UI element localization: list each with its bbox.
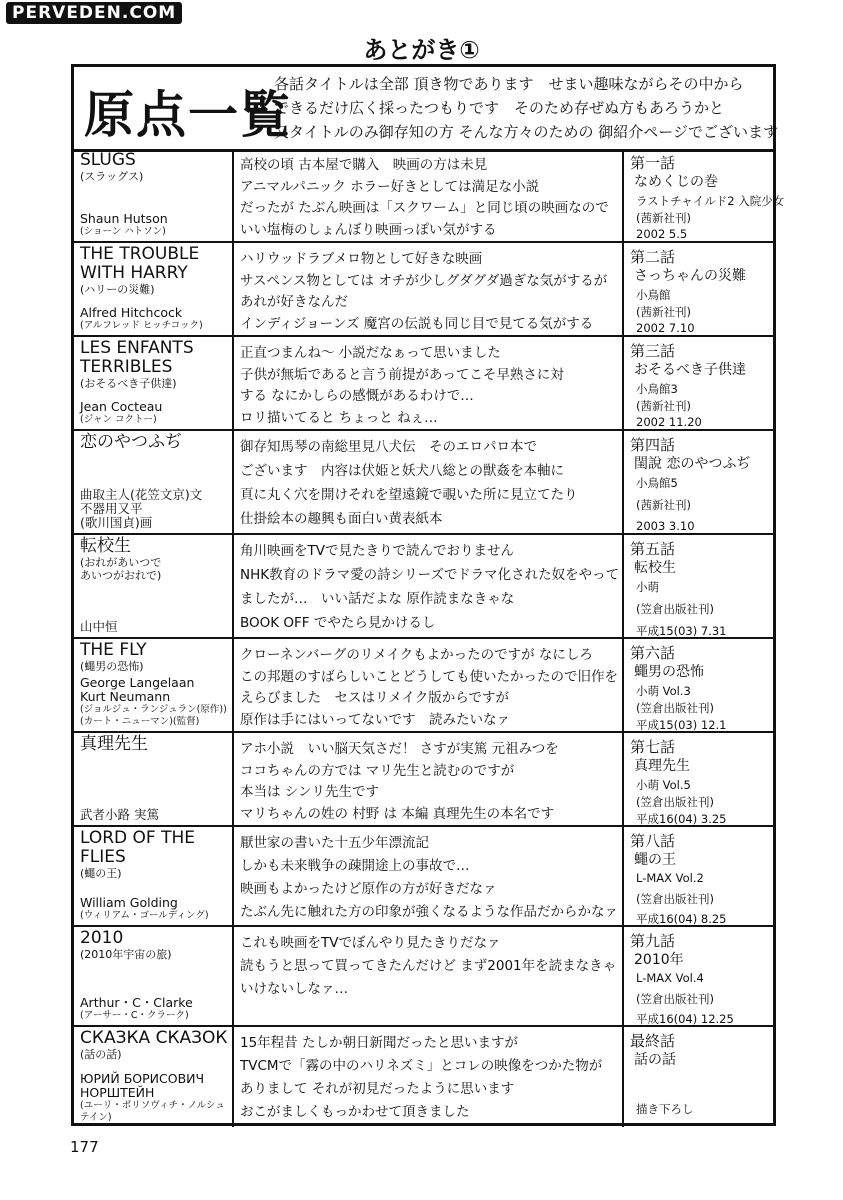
comment-line: たぶん先に触れた方の印象が強くなるような作品だからかなァ — [240, 904, 618, 920]
episode-cell — [624, 431, 773, 533]
source-author: 曲取主人(花笠文京)文 不器用又平 (歌川国貞)画 — [80, 487, 203, 530]
episode-publication: 2002 11.20 — [636, 415, 702, 429]
source-cell — [74, 431, 234, 533]
source-cell — [74, 927, 234, 1025]
episode-title: おそるべき子供達 — [634, 362, 746, 378]
source-row — [74, 535, 773, 639]
source-title-text: СКАЗКА СКАЗОК — [80, 1028, 228, 1048]
comment-line: 子供が無垢であると言う前提があってこそ早熟さに対 — [240, 366, 564, 383]
source-title-translation: (蠅の王) — [80, 867, 122, 880]
author-block — [80, 808, 230, 822]
source-row — [74, 243, 773, 337]
episode-cell — [624, 535, 773, 637]
source-row — [74, 1027, 773, 1127]
source-title-text: THE FLY — [80, 640, 147, 660]
comment-cell — [232, 927, 624, 1025]
source-title-text: LES ENFANTS TERRIBLES — [80, 338, 194, 377]
source-title-text: 2010 — [80, 928, 124, 948]
source-title — [80, 537, 230, 582]
episode-title: さっちゃんの災難 — [634, 268, 746, 284]
author-block — [80, 306, 230, 332]
intro-line: 各話タイトルは全部 頂き物であります せまい趣味ながらその中から — [274, 75, 744, 93]
episode-publication: 2002 5.5 — [636, 227, 688, 241]
source-title — [80, 829, 230, 880]
page-title: あとがき① — [363, 36, 480, 64]
comment-line: アニマルパニック ホラー好きとしては満足な小説 — [240, 178, 540, 195]
source-author: ЮРИЙ БОРИСОВИЧ НОРШТЕЙН — [80, 1071, 205, 1100]
comment-line: ハリウッドラブメロ物として好きな映画 — [240, 251, 483, 267]
episode-publication: 小鳥館3 — [636, 382, 678, 396]
source-cell — [74, 149, 234, 241]
source-author-reading: (ウィリアム・ゴールディング) — [80, 910, 209, 921]
source-author-reading: (ジャン コクトー) — [80, 414, 157, 425]
comment-line: 映画もよかったけど原作の方が好きだなァ — [240, 881, 497, 897]
episode-title: なめくじの巻 — [634, 174, 718, 190]
episode-title: 閨說 恋のやつふぢ — [634, 456, 751, 472]
episode-number: 第一話 — [630, 154, 676, 172]
episode-title: 蠅男の恐怖 — [634, 664, 704, 680]
source-author-reading: (ユーリ・ボリソヴィチ・ノルシュテイン) — [80, 1100, 225, 1123]
source-title — [80, 339, 230, 390]
comment-line: クローネンバーグのリメイクもよかったのですが なにしろ — [240, 647, 593, 663]
comment-cell — [232, 639, 624, 731]
episode-number: 最終話 — [630, 1032, 676, 1050]
comment-line: する なにかしらの感慨があるわけで… — [240, 388, 474, 404]
source-title-text: THE TROUBLE WITH HARRY — [80, 244, 200, 283]
episode-publication: (茜新社刊) — [636, 399, 691, 413]
source-title-translation: (2010年宇宙の旅) — [80, 948, 172, 961]
episode-publication: (笠倉出版社刊) — [636, 701, 714, 715]
episode-number: 第二話 — [630, 248, 676, 266]
source-row — [74, 927, 773, 1027]
comment-line: えらびました セスはリメイク版からですが — [240, 690, 510, 706]
episode-publication: 平成16(04) 3.25 — [636, 812, 727, 826]
source-title-translation: (蠅男の恐怖) — [80, 660, 144, 673]
episode-publication: 描き下ろし — [636, 1102, 694, 1116]
comment-line: ましたが… いい話だよな 原作読まなきゃな — [240, 591, 515, 607]
intro-line: 又タイトルのみ御存知の方 そんな方々のための 御紹介ページでございます — [274, 123, 778, 141]
episode-publication: 2002 7.10 — [636, 321, 695, 335]
episode-number: 第六話 — [630, 644, 676, 662]
episode-number: 第五話 — [630, 540, 676, 558]
episode-publication: (茜新社刊) — [636, 305, 691, 319]
source-title-translation: (話の話) — [80, 1048, 122, 1061]
episode-cell — [624, 1027, 773, 1127]
comment-line: 原作は手にはいってないです 読みたいなァ — [240, 711, 510, 728]
comment-cell — [232, 733, 624, 825]
author-block — [80, 996, 230, 1022]
comment-line: TVCMで「霧の中のハリネズミ」とコレの映像をつかた物が — [240, 1058, 603, 1074]
episode-title: 蠅の王 — [634, 852, 676, 868]
author-block — [80, 488, 230, 530]
comment-line: いい塩梅のしょんぼり映画っぽい気がする — [240, 221, 497, 238]
comment-line: 15年程昔 たしか朝日新聞だったと思いますが — [240, 1035, 518, 1051]
source-title — [80, 641, 230, 673]
source-cell — [74, 733, 234, 825]
source-cell — [74, 827, 234, 925]
comment-line: 頁に丸く穴を開けそれを望遠鏡で覗いた所に見立てたり — [240, 487, 578, 503]
episode-number: 第七話 — [630, 738, 676, 756]
comment-line: NHK教育のドラマ愛の詩シリーズでドラマ化された奴をやって — [240, 567, 620, 583]
source-author: 山中恒 — [80, 619, 118, 634]
comment-line: サスペンス物としては オチが少しグダグダ過ぎな気がするが — [240, 272, 608, 289]
comment-line: 御存知馬琴の南総里見八犬伝 そのエロパロ本で — [240, 439, 537, 455]
source-cell — [74, 535, 234, 637]
page-number: 177 — [70, 1138, 99, 1156]
author-block — [80, 1072, 230, 1124]
episode-publication: 小鳥館5 — [636, 476, 678, 490]
comment-line: マリちゃんの姓の 村野 は 本編 真理先生の本名です — [240, 805, 555, 822]
list-header — [74, 67, 778, 152]
source-row — [74, 337, 773, 431]
episode-publication: L-MAX Vol.4 — [636, 971, 704, 985]
source-title-text: 恋のやつふぢ — [80, 432, 182, 452]
author-block — [80, 620, 230, 634]
source-row — [74, 149, 785, 243]
comment-cell — [232, 149, 624, 241]
author-block — [80, 896, 230, 922]
source-title-translation: (おれがあいつで あいつがおれで) — [80, 556, 162, 582]
comment-line: ありまして それが初見だったように思います — [240, 1081, 515, 1097]
episode-publication: 平成16(04) 12.25 — [636, 1012, 734, 1026]
comment-line: アホ小説 いい脳天気さだ！ さすが実篤 元祖みつを — [240, 741, 559, 757]
episode-cell — [624, 733, 773, 825]
source-title-text: LORD OF THE FLIES — [80, 828, 196, 867]
episode-publication: 小萌 — [636, 580, 659, 594]
source-author: Shaun Hutson — [80, 211, 168, 226]
source-title-text: 転校生 — [80, 536, 131, 556]
comment-line: 正直つまんね〜 小説だなぁって思いました — [240, 345, 501, 361]
list-heading: 原点一覧 — [84, 85, 292, 144]
episode-publication: 2003 3.10 — [636, 519, 695, 533]
source-title — [80, 433, 230, 452]
source-row — [74, 827, 773, 927]
source-author-reading: (アルフレッド ヒッチコック) — [80, 320, 203, 331]
comment-line: ココちゃんの方では マリ先生と読むのですが — [240, 762, 515, 779]
source-list-frame — [71, 64, 785, 1126]
source-cell — [74, 1027, 234, 1127]
source-author: 武者小路 実篤 — [80, 807, 159, 822]
comment-cell — [232, 827, 624, 925]
source-title — [80, 735, 230, 754]
source-title-text: 真理先生 — [80, 734, 148, 754]
episode-publication: 小萌 Vol.5 — [636, 778, 691, 792]
source-title-translation: (スラッグス) — [80, 170, 144, 183]
episode-cell — [624, 243, 773, 335]
episode-cell — [624, 639, 773, 731]
source-author-reading: (ジョルジュ・ランジュラン(原作)) (カート・ニューマン)(監督) — [80, 704, 227, 727]
episode-title: 2010年 — [634, 952, 684, 968]
episode-cell — [624, 149, 785, 241]
comment-line: だったが たぶん映画は「スクワーム」と同じ頃の映画なので — [240, 200, 609, 216]
site-watermark: PERVEDEN.COM — [6, 2, 182, 24]
source-cell — [74, 337, 234, 429]
source-cell — [74, 639, 234, 731]
episode-publication: L-MAX Vol.2 — [636, 871, 704, 885]
comment-line: これも映画をTVでぼんやり見たきりだなァ — [240, 935, 501, 951]
comment-cell — [232, 243, 624, 335]
comment-line: 高校の頃 古本屋で購入 映画の方は未見 — [240, 157, 488, 173]
episode-cell — [624, 827, 773, 925]
source-title — [80, 929, 230, 961]
source-row — [74, 733, 773, 827]
episode-publication: (笠倉出版社刊) — [636, 795, 714, 809]
author-block — [80, 400, 230, 426]
episode-publication: 小萌 Vol.3 — [636, 684, 691, 698]
comment-cell — [232, 1027, 624, 1127]
episode-number: 第八話 — [630, 832, 676, 850]
source-title — [80, 1029, 230, 1061]
comment-line: 厭世家の書いた十五少年漂流記 — [240, 835, 429, 851]
source-row — [74, 431, 773, 535]
episode-publication: (笠倉出版社刊) — [636, 992, 714, 1006]
comment-line: この邦題のすばらしいことどうしても使いたかったので旧作を — [240, 668, 618, 685]
source-cell — [74, 243, 234, 335]
source-row — [74, 639, 773, 733]
source-author-reading: (アーサー・C・クラーク) — [80, 1010, 189, 1021]
comment-line: いけないしなァ… — [240, 981, 348, 997]
comment-line: 読もうと思って買ってきたんだけど まず2001年を読まなきゃ — [240, 958, 617, 974]
source-author-reading: (ショーン ハトソン) — [80, 226, 166, 237]
comment-line: おこがましくもっかわせて頂きました — [240, 1104, 470, 1120]
episode-publication: 平成16(04) 8.25 — [636, 912, 727, 926]
episode-cell — [624, 337, 773, 429]
episode-publication: (茜新社刊) — [636, 498, 691, 512]
episode-publication: (笠倉出版社刊) — [636, 602, 714, 616]
author-block — [80, 212, 230, 238]
source-author: William Golding — [80, 895, 178, 910]
source-title-translation: (ハリーの災難) — [80, 283, 155, 296]
episode-publication: ラストチャイルド2 入院少女 — [636, 194, 785, 208]
comment-line: しかも未来戦争の疎開途上の事故で… — [240, 858, 470, 874]
comment-line: 本当は シンリ先生です — [240, 784, 379, 800]
episode-cell — [624, 927, 773, 1025]
source-title — [80, 245, 230, 296]
author-block — [80, 676, 230, 728]
episode-publication: 平成15(03) 12.1 — [636, 718, 727, 732]
episode-number: 第三話 — [630, 342, 676, 360]
comment-line: ございます 内容は伏姫と妖犬八総との獣姦を本軸に — [240, 463, 564, 479]
episode-publication: (笠倉出版社刊) — [636, 892, 714, 906]
episode-publication: 小鳥館 — [636, 288, 671, 302]
episode-title: 話の話 — [634, 1052, 676, 1068]
comment-line: インディジョーンズ 魔宮の伝説も同じ目で見てる気がする — [240, 315, 594, 332]
source-author: Jean Cocteau — [80, 399, 163, 414]
comment-line: 仕掛絵本の趣興も面白い黄表紙本 — [240, 511, 443, 527]
comment-line: 角川映画をTVで見たきりで読んでおりません — [240, 543, 514, 559]
source-title — [80, 151, 230, 183]
comment-line: BOOK OFF でやたら見かけるし — [240, 615, 436, 631]
episode-publication: 平成15(03) 7.31 — [636, 624, 727, 638]
comment-cell — [232, 431, 624, 533]
episode-title: 転校生 — [634, 560, 676, 576]
episode-publication: (茜新社刊) — [636, 211, 691, 225]
comment-cell — [232, 535, 624, 637]
source-author: Arthur・C・Clarke — [80, 995, 193, 1010]
comment-cell — [232, 337, 624, 429]
comment-line: あれが好きなんだ — [240, 294, 348, 310]
source-title-translation: (おそるべき子供達) — [80, 377, 177, 390]
comment-line: ロリ描いてると ちょっと ねぇ… — [240, 409, 438, 426]
episode-title: 真理先生 — [634, 758, 690, 774]
source-author: Alfred Hitchcock — [80, 305, 183, 320]
source-title-text: SLUGS — [80, 150, 136, 170]
source-author: George Langelaan Kurt Neumann — [80, 675, 195, 704]
episode-number: 第四話 — [630, 436, 676, 454]
intro-line: できるだけ広く採ったつもりです そのため存ぜぬ方もあろうかと — [274, 99, 725, 117]
episode-number: 第九話 — [630, 932, 676, 950]
